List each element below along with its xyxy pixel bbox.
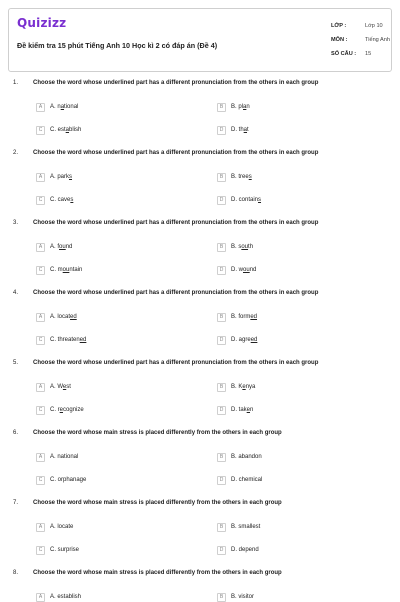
option-text	[231, 197, 261, 203]
option-letter-box[interactable]: A	[36, 593, 45, 602]
question-text: Choose the word whose underlined part has a different pronunciation from the others in each group	[33, 150, 319, 156]
underlined-part: s	[258, 197, 262, 203]
option-text-start: C. threaten	[50, 337, 80, 343]
answer-option[interactable]	[36, 522, 73, 532]
option-letter-box[interactable]: C	[36, 196, 45, 205]
answer-option[interactable]	[217, 452, 262, 462]
question-text: Choose the word whose underlined part has a different pronunciation from the others in each group	[33, 290, 319, 296]
option-letter-box[interactable]: D	[217, 126, 226, 135]
option-text	[231, 104, 250, 110]
worksheet-title: Đề kiểm tra 15 phút Tiếng Anh 10 Học kì 2 có đáp án (Đề 4)	[17, 41, 218, 50]
option-letter-box[interactable]: D	[217, 336, 226, 345]
option-letter-box[interactable]: C	[36, 546, 45, 555]
option-text-end: tional	[64, 104, 79, 110]
question-text: Choose the word whose underlined part has a different pronunciation from the others in each group	[33, 360, 319, 366]
option-text-start: C. orphanage	[50, 477, 87, 483]
option-text	[231, 384, 255, 390]
question-number: 1.	[13, 80, 19, 86]
option-text	[50, 594, 81, 600]
answer-option[interactable]	[217, 522, 260, 532]
option-text-start: A. establish	[50, 594, 82, 600]
option-text	[231, 244, 253, 250]
option-text-start: A. f	[50, 244, 60, 250]
option-letter-box[interactable]: A	[36, 453, 45, 462]
option-text	[50, 174, 72, 180]
option-text-start: C. r	[50, 407, 60, 413]
underlined-part: s	[69, 174, 73, 180]
question-number: 8.	[13, 570, 19, 576]
question-text: Choose the word whose underlined part has a different pronunciation from the others in each group	[33, 220, 319, 226]
option-letter-box[interactable]: D	[217, 406, 226, 415]
option-text	[231, 594, 254, 600]
option-text-start: C. cave	[50, 197, 71, 203]
option-text-start: B. pl	[231, 104, 244, 110]
option-text-start: A. locate	[50, 524, 74, 530]
option-letter-box[interactable]: B	[217, 523, 226, 532]
answer-option[interactable]	[36, 312, 77, 322]
option-text-start: B. s	[231, 244, 242, 250]
question-text: Choose the word whose main stress is placed differently from the others in each group	[33, 430, 282, 436]
quizizz-logo: Quizizz	[17, 16, 67, 30]
option-text	[50, 314, 77, 320]
option-text	[50, 524, 73, 530]
meta-row-subject	[331, 37, 390, 51]
option-text-start: B. tree	[231, 174, 249, 180]
option-letter-box[interactable]: D	[217, 196, 226, 205]
answer-option[interactable]	[36, 102, 78, 112]
underlined-part: a	[243, 104, 247, 110]
question-number: 2.	[13, 150, 19, 156]
option-text-start: D. w	[231, 267, 243, 273]
option-text-start: B. K	[231, 384, 243, 390]
option-text-end: nd	[249, 267, 257, 273]
option-letter-box[interactable]: B	[217, 243, 226, 252]
answer-option[interactable]	[36, 405, 84, 415]
meta-row-count	[331, 51, 390, 65]
meta-label: LỚP :	[331, 23, 347, 29]
option-text-end: cognize	[63, 407, 84, 413]
answer-option[interactable]	[217, 102, 250, 112]
meta-label: MÔN :	[331, 37, 348, 43]
underlined-part: e	[242, 384, 246, 390]
answer-option[interactable]	[36, 592, 81, 602]
option-letter-box[interactable]: B	[217, 103, 226, 112]
answer-option[interactable]	[217, 125, 249, 135]
option-text	[231, 267, 256, 273]
answer-option[interactable]	[36, 125, 81, 135]
option-text-end: th	[248, 244, 254, 250]
option-letter-box[interactable]: D	[217, 266, 226, 275]
question-number: 3.	[13, 220, 19, 226]
option-text	[50, 127, 81, 133]
underlined-part: ed	[250, 314, 258, 320]
option-text-start: D. contain	[231, 197, 259, 203]
option-text-end: nya	[245, 384, 256, 390]
option-text	[231, 337, 257, 343]
option-text-start: A. national	[50, 454, 79, 460]
underlined-part: ed	[70, 314, 77, 320]
option-text-end: t	[247, 127, 249, 133]
option-text-start: A. park	[50, 174, 70, 180]
underlined-part: s	[248, 174, 252, 180]
option-text-start: C. surprise	[50, 547, 80, 553]
meta-value: 15	[365, 51, 372, 57]
underlined-part: a	[243, 127, 248, 133]
option-text-start: B. abandon	[231, 454, 262, 460]
option-text	[231, 524, 260, 530]
option-text-start: B. smallest	[231, 524, 261, 530]
option-text-start: A. locat	[50, 314, 71, 320]
option-text-start: D. tak	[231, 407, 247, 413]
underlined-part: a	[60, 104, 65, 110]
answer-option[interactable]	[36, 242, 72, 252]
underlined-part: e	[246, 407, 251, 413]
option-text	[231, 314, 257, 320]
option-letter-box[interactable]: D	[217, 476, 226, 485]
answer-option[interactable]	[217, 172, 252, 182]
answer-option[interactable]	[217, 195, 261, 205]
option-text-start: D. th	[231, 127, 244, 133]
answer-option[interactable]	[217, 312, 257, 322]
option-text-start: D. chemical	[231, 477, 263, 483]
worksheet-meta	[331, 23, 390, 65]
option-letter-box[interactable]: B	[217, 383, 226, 392]
option-text	[50, 477, 86, 483]
meta-row-class	[331, 23, 390, 37]
meta-value: Lớp 10	[365, 23, 383, 29]
answer-option[interactable]	[36, 452, 78, 462]
worksheet-header	[8, 8, 392, 72]
question-number: 4.	[13, 290, 19, 296]
option-text-start: A. W	[50, 384, 63, 390]
option-text-start: B. visitor	[231, 594, 255, 600]
question-text: Choose the word whose main stress is placed differently from the others in each group	[33, 570, 282, 576]
underlined-part: e	[59, 407, 64, 413]
option-text	[231, 477, 262, 483]
option-text-end: ntain	[69, 267, 83, 273]
underlined-part: ou	[59, 244, 66, 250]
underlined-part: a	[65, 127, 70, 133]
option-text	[231, 547, 259, 553]
option-letter-box[interactable]: B	[217, 453, 226, 462]
option-letter-box[interactable]: B	[217, 173, 226, 182]
answer-option[interactable]	[217, 475, 262, 485]
underlined-part: ou	[241, 244, 249, 250]
answer-option[interactable]	[36, 545, 79, 555]
option-text	[50, 547, 79, 553]
option-letter-box[interactable]: C	[36, 336, 45, 345]
option-letter-box[interactable]: C	[36, 266, 45, 275]
answer-option[interactable]	[217, 265, 256, 275]
answer-option[interactable]	[36, 382, 71, 392]
underlined-part: ou	[62, 267, 70, 273]
option-letter-box[interactable]: B	[217, 593, 226, 602]
option-text	[50, 454, 78, 460]
option-text-end: nd	[65, 244, 73, 250]
answer-option[interactable]	[217, 382, 255, 392]
answer-option[interactable]	[36, 172, 72, 182]
option-letter-box[interactable]: C	[36, 406, 45, 415]
option-letter-box[interactable]: C	[36, 126, 45, 135]
answer-option[interactable]	[217, 545, 259, 555]
underlined-part: e	[62, 384, 67, 390]
option-text	[50, 407, 84, 413]
option-text	[50, 104, 78, 110]
option-text-end: n	[246, 104, 250, 110]
question-text: Choose the word whose underlined part has a different pronunciation from the others in each group	[33, 80, 319, 86]
option-letter-box[interactable]: A	[36, 103, 45, 112]
option-text	[50, 384, 71, 390]
option-letter-box[interactable]: A	[36, 313, 45, 322]
option-letter-box[interactable]: B	[217, 313, 226, 322]
question-text: Choose the word whose main stress is placed differently from the others in each group	[33, 500, 282, 506]
option-text	[231, 407, 253, 413]
answer-option[interactable]	[36, 475, 86, 485]
underlined-part: s	[70, 197, 74, 203]
option-text	[231, 454, 262, 460]
option-text-start: B. form	[231, 314, 251, 320]
option-text-start: C. est	[50, 127, 66, 133]
option-letter-box[interactable]: A	[36, 243, 45, 252]
option-text-start: A. n	[50, 104, 61, 110]
option-text-start: C. m	[50, 267, 63, 273]
underlined-part: ed	[79, 337, 87, 343]
option-text-end: st	[66, 384, 71, 390]
option-letter-box[interactable]: A	[36, 523, 45, 532]
option-text-start: D. agre	[231, 337, 251, 343]
question-number: 7.	[13, 500, 19, 506]
answer-option[interactable]	[36, 195, 73, 205]
option-text-end: blish	[69, 127, 82, 133]
answer-option[interactable]	[36, 265, 82, 275]
option-text	[50, 267, 82, 273]
underlined-part: ou	[243, 267, 250, 273]
meta-value: Tiếng Anh	[365, 37, 390, 43]
question-number: 5.	[13, 360, 19, 366]
option-letter-box[interactable]: C	[36, 476, 45, 485]
option-letter-box[interactable]: D	[217, 546, 226, 555]
option-text	[231, 174, 252, 180]
answer-option[interactable]	[217, 592, 254, 602]
option-letter-box[interactable]: A	[36, 173, 45, 182]
option-text	[50, 337, 86, 343]
meta-label: SỐ CÂU :	[331, 51, 357, 57]
option-text	[231, 127, 249, 133]
answer-option[interactable]	[217, 405, 253, 415]
option-text	[50, 244, 72, 250]
answer-option[interactable]	[217, 335, 257, 345]
answer-option[interactable]	[217, 242, 253, 252]
option-text-end: n	[250, 407, 254, 413]
underlined-part: ed	[250, 337, 258, 343]
option-text	[50, 197, 73, 203]
option-text-start: D. depend	[231, 547, 259, 553]
option-letter-box[interactable]: A	[36, 383, 45, 392]
question-number: 6.	[13, 430, 19, 436]
answer-option[interactable]	[36, 335, 86, 345]
